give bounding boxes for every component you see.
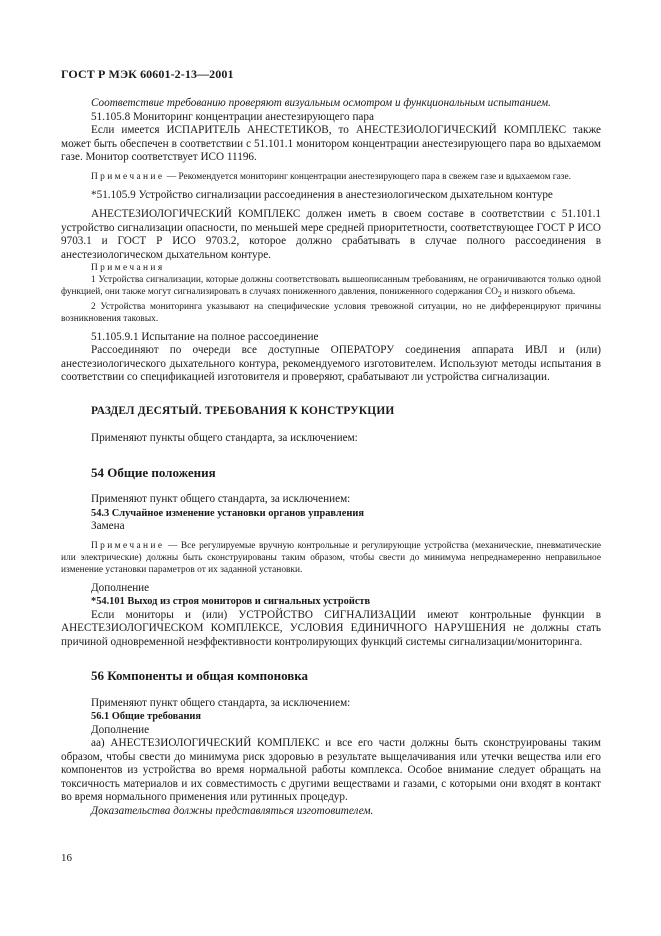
clause-heading: 56 Компоненты и общая компоновка (91, 668, 309, 684)
subclause-heading: 54.3 Случайное изменение установки органов управления (91, 507, 364, 519)
note (61, 274, 601, 301)
note-label: Примечание (91, 171, 165, 182)
document-header: ГОСТ Р МЭК 60601-2-13—2001 (61, 67, 234, 81)
clause-heading: *51.105.9 Устройство сигнализации рассоединения в анестезиологическом дыхательном контуре (91, 188, 553, 201)
paragraph: Соответствие требованию проверяют визуальным осмотром и функциональным испытанием. (91, 97, 551, 109)
paragraph: Если имеется ИСПАРИТЕЛЬ АНЕСТЕТИКОВ, то АНЕСТЕЗИОЛОГИЧЕСКИЙ КОМПЛЕКС также может быть обеспечен в соответствии с 51.101.1 монитором концентрации анестезирующего пара во вдыхаемом газе. Монитор соответствует ИСО 11196. (61, 124, 601, 163)
note-text: и низкого объема. (501, 287, 576, 297)
clause-heading: 51.105.9.1 Испытание на полное рассоединение (91, 330, 319, 343)
paragraph: Если мониторы и (или) УСТРОЙСТВО СИГНАЛИЗАЦИИ имеют контрольные функции в АНЕСТЕЗИОЛОГИЧЕСКОМ КОМПЛЕКСЕ, УСЛОВИЯ ЕДИНИЧНОГО НАРУШЕНИЯ не должны стать причиной одновременной неэффективности контролирующих функций системы сигнализации/мониторинга. (61, 608, 601, 648)
note (61, 540, 601, 576)
note (61, 171, 601, 183)
note-label: Примечание (91, 540, 165, 551)
notes-label: Примечания (91, 263, 165, 273)
paragraph: аа) АНЕСТЕЗИОЛОГИЧЕСКИЙ КОМПЛЕКС и все его части должны быть сконструированы таким образом, чтобы свести до минимума риск здоровью в результате выщелачивания или утечки вещества или его компонентов из устройства во время нормальной работы комплекса. Особое внимание следует обращать на токсичность материалов и их совместимость с другими веществами и газами, с которыми они входят в контакт во время нормального применения или рутинных процедур. (61, 737, 601, 804)
clause-heading: 54 Общие положения (91, 464, 216, 480)
subclause-heading: 56.1 Общие требования (91, 711, 202, 723)
paragraph: Замена (91, 520, 125, 533)
subclause-heading: *54.101 Выход из строя мониторов и сигнальных устройств (91, 596, 371, 608)
note-text: — Рекомендуется мониторинг концентрации анестезирующего пара в свежем газе и вдыхаемом газе. (164, 171, 571, 182)
paragraph: Применяют пункт общего стандарта, за исключением: (91, 493, 351, 506)
paragraph: Применяют пункт общего стандарта, за исключением: (91, 696, 351, 709)
page-number: 16 (61, 852, 72, 864)
paragraph: Дополнение (91, 723, 150, 736)
subscript: 2 (497, 289, 502, 299)
note-text: 1 Устройства сигнализации, которые должны соответствовать вышеописанным требованиям, не ограничиваются только одной функцией, они также могут сигнализировать в случаях пониженного давления, пониженного содержания CO (61, 275, 601, 297)
paragraph: Дополнение (91, 581, 150, 594)
section-heading: РАЗДЕЛ ДЕСЯТЫЙ. ТРЕБОВАНИЯ К КОНСТРУКЦИИ (91, 404, 395, 417)
paragraph: Применяют пункты общего стандарта, за исключением: (91, 432, 358, 445)
document-body (61, 97, 601, 818)
paragraph: Рассоединяют по очереди все доступные ОПЕРАТОРУ соединения аппарата ИВЛ и (или) анестезиологического дыхательного контура, рекомендуемого изготовителем. Используют методы испытания в соответствии со спецификацией изготовителя и проверяют, срабатывают ли устройства сигнализации. (61, 344, 601, 384)
paragraph: АНЕСТЕЗИОЛОГИЧЕСКИЙ КОМПЛЕКС должен иметь в своем составе в соответствии с 51.101.1 устройство сигнализации опасности, по меньшей мере средней приоритетности, соответствующее ГОСТ Р ИСО 9703.1 и ГОСТ Р ИСО 9703.2, которое должно срабатывать в случае полного рассоединения в анестезиологическом дыхательном контуре. (61, 208, 601, 261)
clause-heading: 51.105.8 Мониторинг концентрации анестезирующего пара (91, 110, 374, 123)
note: 2 Устройства мониторинга указывают на специфические условия тревожной ситуации, но не дифференцируют причины возникновения таковых. (61, 301, 601, 324)
note-text: — Все регулируемые вручную контрольные и регулирующие устройства (механические, пневматические или электрические) должны быть сконструированы таким образом, чтобы свести до минимума непреднамеренно неправильное изменение установки параметров от их заданной установки. (61, 540, 601, 575)
paragraph: Доказательства должны представляться изготовителем. (91, 804, 374, 817)
